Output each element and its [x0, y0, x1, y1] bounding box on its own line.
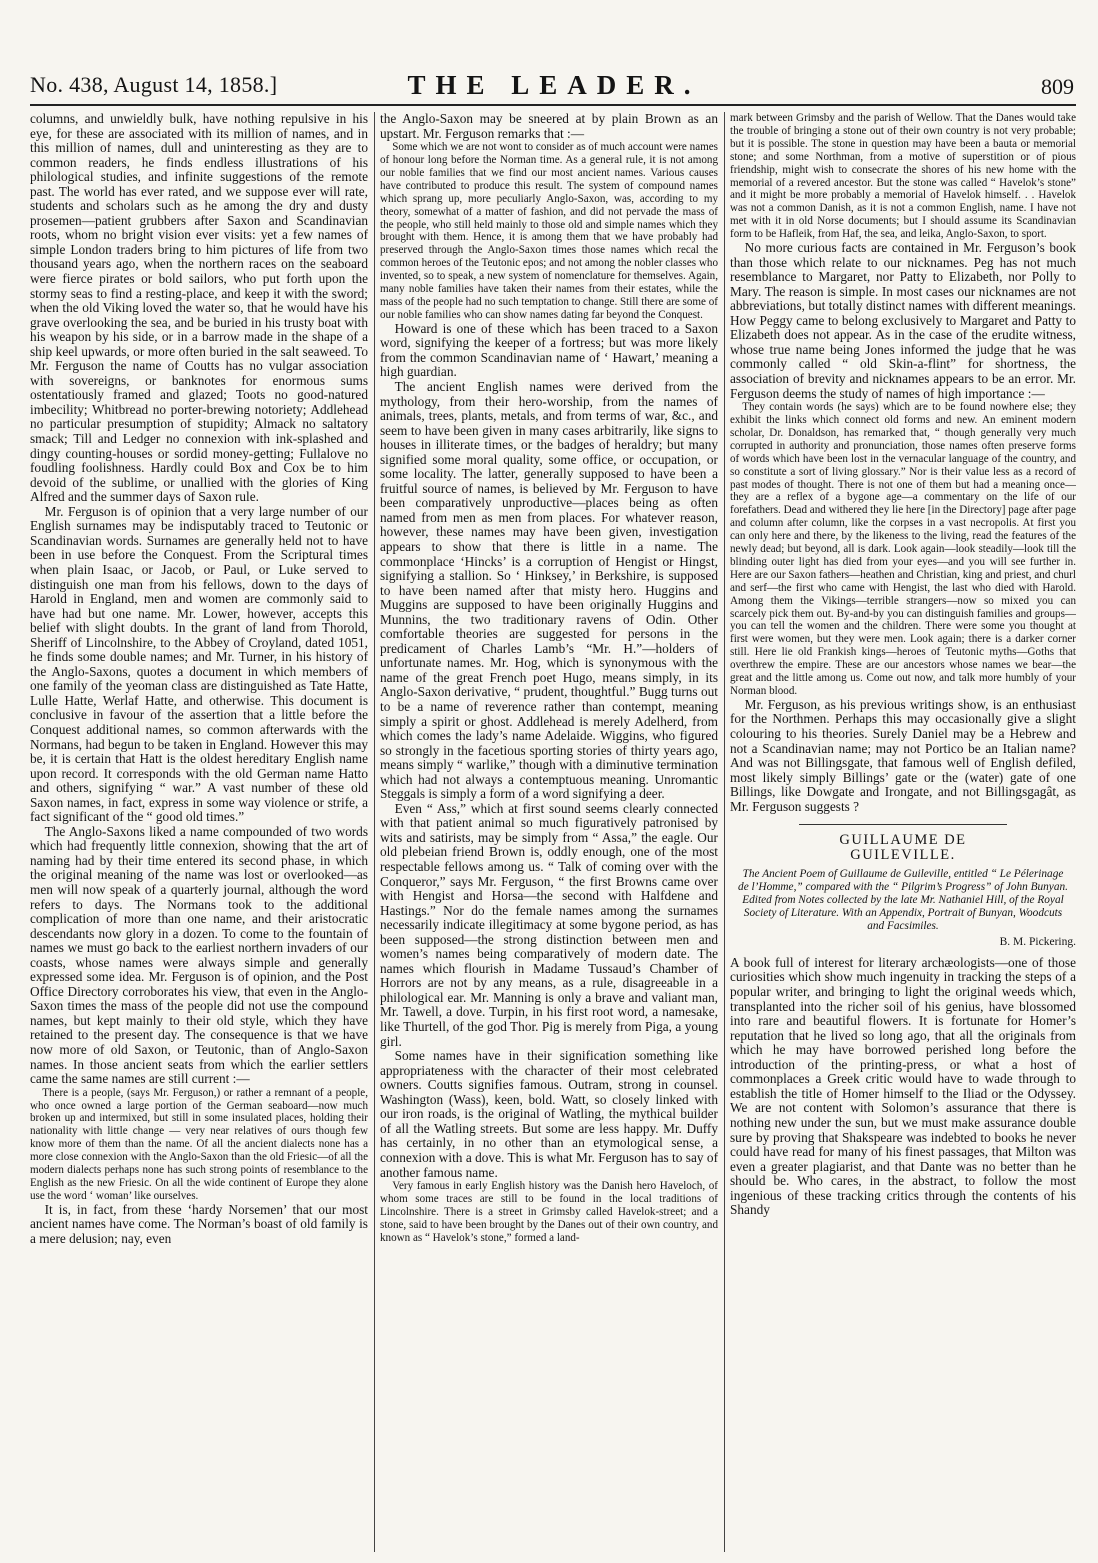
column-divider: [374, 112, 375, 1552]
column-3: [730, 112, 1076, 1552]
paragraph: Mr. Ferguson, as his previous writings show, is an enthusiast for the Northmen. Perhaps this may occasionally give a slight colouring to his theories. Surely Daniel may be a Hebrew and not a Scandinavian name; may not Portico be an Italian name? And was not Billingsgate, that famous well of English defiled, most likely simply Billings’ gate or the (water) gate of one Billings, like Dowgate and Irongate, and not Billingsgagât, as Mr. Ferguson suggests ?: [730, 696, 1076, 814]
column-2: [380, 112, 718, 1552]
paragraph: The ancient English names were derived from the mythology, from their hero-worship, from the names of animals, trees, plants, metals, and from terms of war, &c., and seem to have been given in many cases arbitrarily, like signs to houses in illiterate times, or the badges of heraldry; but many signified some moral quality, some office, or occupation, or some locality. The latter, generally supposed to have been a fruitful source of names, is believed by Mr. Ferguson to have been comparatively unproductive—places being as often named from men as men from places. For whatever reason, however, these names may have been given, investigation appears to show that there is little in a name. The commonplace ‘Hincks’ is a corruption of Hengist or Hingst, signifying a stallion. So ‘ Hinksey,’ in Berkshire, is supposed to have been named after that misty hero. Huggins and Muggins are supposed to have been originally Huggins and Munnins, the two traditionary ravens of Odin. Other comfortable theories are suggested for persons in the predicament of Charles Lamb’s “Mr. H.”—holders of unfortunate names. Mr. Hog, which is synonymous with the name of the great French poet Hugo, means simply, in its Anglo-Saxon derivative, “ prudent, thoughtful.” Bugg turns out to be a name of reverence rather than contempt, meaning simply a spirit or ghost. Addlehead is merely Adelherd, from which comes the lady’s name Adelaide. Wiggins, who figured so strongly in the facetious sporting stories of thirty years ago, means simply “ warlike,” though with a diminutive termination which had not always a contemptuous meaning. Unromantic Steggals is simply a form of a word signifying a deer.: [380, 378, 718, 802]
paragraph: Even “ Ass,” which at first sound seems clearly connected with that patient animal so much figuratively patronised by wits and satirists, may be simply from “ Assa,” the eagle. Our old plebeian friend Brown is, oddly enough, one of the most respectable fellows among us. “ Talk of coming over with the Conqueror,” says Mr. Ferguson, “ the first Browns came over with Hengist and Horsa—the second with Halfdene and Hastings.” Nor do the female names among the surnames necessarily indicate illegitimacy at some bygone period, as has been supposed—the strong distinction between men and women’s names being comparatively of modern date. The names which flourish in Madame Tussaud’s Chamber of Horrors are not by any means, as a rule, disagreeable in a philological ear. Mr. Manning is only a brave and valiant man, Mr. Tawell, a dove. Turpin, in his first root word, a namesake, like Thurtell, of the god Thor. Pig is merely from Piga, a young girl.: [380, 800, 718, 1049]
quotation: [730, 401, 1076, 698]
page-number: 809: [1041, 74, 1074, 99]
section-title: GUILLAUME DE GUILEVILLE.: [799, 824, 1007, 862]
page-header: [30, 66, 1078, 100]
paragraph: The Anglo-Saxons liked a name compounded of two words which had frequently little connexion, showing that the art of naming had by their time entered its second phase, in which the original meaning of the name was lost or overlooked—as men will now speak of a quarterly journal, although the word refers to days. The Normans took to the additional complication of more than one name, and their aristocratic descendants now glory in a dozen. To come to the fountain of names we must go back to the earliest northern invaders of our coasts, whose names were always simple and generally expressed some idea. Mr. Ferguson is of opinion, and the Post Office Directory corroborates his view, that even in the Anglo-Saxon times the mass of the people did not use the compound names, but kept mainly to their old style, which they have retained to the present day. The consequence is that we have now more of old Saxon, or Teutonic, than of Anglo-Saxon names. In those ancient seats from which the earlier settlers came the same names are still current :—: [30, 823, 368, 1087]
paragraph: A book full of interest for literary archæologists—one of those curiosities which show much ingenuity in tracking the steps of a popular writer, and bringing to light the original weeds which, transplanted into the richer soil of his genius, have blossomed into rare and beautiful flowers. It is fortunate for Homer’s reputation that he lived so long ago, that all the originals from which he may have borrowed perished long before the introduction of the printing-press, or what a host of commonplaces a Greek critic would have to wade through to establish the title of Homer himself to the Iliad or the Odyssey. We are not content with Solomon’s assurance that there is nothing new under the sun, but we must make assurance double sure by proving that Shakspeare was indebted to books he never could have read for many of his finest passages, that Milton was even a greater plagiarist, and that Dante was no better than he should be. Who cares, in the abstract, to follow the most ingenious of these tracking critics through the contents of his Shandy: [730, 954, 1076, 1218]
paragraph: Some names have in their signification something like appropriateness with the character of their most celebrated owners. Coutts signifies famous. Outram, strong in counsel. Washington (Wass), keen, bold. Watt, so closely linked with our iron roads, is the original of Watling, the mythical builder of all the Watling streets. But some are less happy. Mr. Duffy has certainly, in no other than an etymological sense, a connexion with a dove. This is what Mr. Ferguson has to say of another famous name.: [380, 1048, 718, 1180]
header-rule: [30, 104, 1076, 106]
quotation: [380, 141, 718, 322]
newspaper-title: THE LEADER.: [407, 70, 701, 100]
quotation-text: Very famous in early English history was the Danish hero Haveloch, of whom some traces are still to be found in the local traditions of Lincolnshire. There is a street in Grimsby called Havelok-street; and a stone, said to have been brought by the Danes out of their own country, and known as “ Havelok’s stone,” formed a land-: [380, 1180, 718, 1244]
paragraph: Howard is one of these which has been traced to a Saxon word, signifying the keeper of a fortress; but was more likely from the common Scandinavian name of ‘ Hawart,’ meaning a high guardian.: [380, 320, 718, 380]
paragraph: the Anglo-Saxon may be sneered at by plain Brown as an upstart. Mr. Ferguson remarks that :—: [380, 112, 718, 141]
issue-date: No. 438, August 14, 1858.]: [30, 72, 278, 97]
paragraph: Mr. Ferguson is of opinion that a very large number of our English surnames may be indisputably traced to Teutonic or Scandinavian words. Surnames are generally held not to have been in use before the Conquest. From the Scriptural times when plain Isaac, or Jacob, or Paul, or Luke served to distinguish one man from his fellows, down to the days of Harold in England, men and women are commonly said to have had but one name. Mr. Lower, however, accepts this belief with slight doubts. In the grant of land from Thorold, Sheriff of Lincolnshire, to the Abbey of Croyland, dated 1051, he finds some double names; and Mr. Turner, in his history of the Anglo-Saxons, quotes a document in which members of one family of the yeoman class are distinguished as Tate Hatte, Lulle Hatte, Werlaf Hatte, and otherwise. This document is conclusive in favour of the assertion that a little before the Conquest additional names, so common afterwards with the Normans, had begun to be taken in England. However this may be, it is certain that Hatt is the oldest hereditary English name upon record. It corresponds with the old German name Hatto and others, signifying “ war.” A vast number of these old Saxon names, in fact, express in some way violence or strife, a fact significant of the “ good old times.”: [30, 503, 368, 825]
paragraph: columns, and unwieldly bulk, have nothing repulsive in his eye, for these are associated with its million of names, and in this million of names, dull and uninteresting as they are to common readers, he finds endless illustrations of his philological studies, and infinite suggestions of the remote past. The world has ever rated, and we suppose ever will rate, students and scholars such as he among the dry and dusty prosemen—patient grubbers after Saxon and Scandinavian roots, whom no bright vision ever visits: yet a few names of simple London traders bring to him pictures of life from two thousand years ago, when the northern races on the seaboard were fierce pirates or bold sailors, who put forth upon the stormy seas to find a resting-place, and keep it with the sword; when the old Viking loved the water so, that he would have his grave overlooking the sea, and be buried in his trusty boat with his weapon by his side, or in a barrow made in the shape of a ship keel upwards, or more often buried in the salt seaweed. To Mr. Ferguson the name of Coutts has no vulgar association with sovereigns, or banknotes for enormous sums ostentatiously framed and glazed; Toots no good-natured imbecility; Whitbread no porter-brewing notoriety; Addlehead no particular presumption of stupidity; Almack no saltatory smack; Till and Ledger no connexion with ink-splashed and dingy counting-houses or sordid money-getting; Fullalove no foudling foolishness. Hardly could Box and Cox be to him devoid of the sublime, or unallied with the glories of King Alfred and the summer days of Saxon rule.: [30, 112, 368, 505]
quotation-text: Some which we are not wont to consider as of much account were names of honour long before the Norman time. As a general rule, it is not among our noble families that we find our most ancient names. Various causes have contributed to produce this result. The system of compound names which sprang up, more peculiarly Anglo-Saxon, was, according to my theory, somewhat of a matter of fashion, and did not pervade the mass of the people, who still held mainly to those old and simple names which they brought with them. Hence, it is among them that we have probably had preserved through the Anglo-Saxon times those names which recal the common heroes of the Teutonic epos; and not among the nobler classes who invented, so to speak, a new system of nomenclature for themselves. Again, many noble families have taken their names from their estates, while the mass of the people had no such temptation to change. Still there are some of our noble families who can show names dating far beyond the Conquest.: [380, 141, 718, 321]
review-heading: The Ancient Poem of Guillaume de Guileville, entitled “ Le Pélerinage de l’Homme,” compared with the “ Pilgrim’s Progress” of John Bunyan. Edited from Notes collected by the late Mr. Nathaniel Hill, of the Royal Society of Literature. With an Appendix, Portrait of Bunyan, Woodcuts and Facsimiles.: [738, 868, 1068, 933]
column-1: [30, 112, 368, 1552]
publisher: B. M. Pickering.: [999, 936, 1076, 949]
paragraph: It is, in fact, from these ‘hardy Norsemen’ that our most ancient names have come. The Norman’s boast of old family is a mere delusion; nay, even: [30, 1201, 368, 1246]
quotation-text: mark between Grimsby and the parish of Wellow. That the Danes would take the trouble of bringing a stone out of their own country is not very probable; but it is possible. The stone in question may have been a bauta or memorial stone; and some Northman, from a motive of superstition or of pious friendship, might wish to consecrate the shores of his new home with the memorial of a revered ancestor. But the stone was called “ Havelok’s stone” and it might be more probably a memorial of Havelok himself. . . Havelok was not a common Danish, as it is not a common English, name. I have not met with it in old Norse documents; but I should assume its Scandinavian form to be Hafleik, from Haf, the sea, and leika, Anglo-Saxon, to sport.: [730, 112, 1076, 241]
column-divider: [724, 112, 725, 1552]
quotation-text: There is a people, (says Mr. Ferguson,) or rather a remnant of a people, who once owned a large portion of the German seaboard—now much broken up and intermixed, but still in some insulated places, holding their nationality with little change — very near relatives of ours though few know more of them than the name. Of all the ancient dialects none has a more close connexion with the Anglo-Saxon than the old Friesic—of all the modern dialects perhaps none has such strong points of resemblance to the English as the new Friesic. On all the wide continent of Europe they alone use the word ‘ woman’ like ourselves.: [30, 1086, 368, 1202]
quotation: [30, 1087, 368, 1203]
paragraph: No more curious facts are contained in Mr. Ferguson’s book than those which relate to our nicknames. Peg has not much resemblance to Margaret, nor Patty to Elizabeth, nor Polly to Mary. The reason is simple. In most cases our nicknames are not abbreviations, but totally distinct names with different meanings. How Peggy came to belong exclusively to Margaret and Patty to Elizabeth does not appear. As in the case of the erudite witness, whose true name being Jones informed the judge that he was commonly called “ old Skin-a-flint” for shortness, the association of brevity and nicknames appears to be an error. Mr. Ferguson deems the study of names of high importance :—: [730, 240, 1076, 401]
quotation: [380, 1180, 718, 1245]
quotation-text: They contain words (he says) which are to be found nowhere else; they exhibit the links which connect old forms and new. An eminent modern scholar, Dr. Donaldson, has remarked that, “ though generally very much corrupted in authority and pronunciation, those names often preserve forms of words which have been lost in the vernacular language of the country, and so constitute a sort of living glossary.” Nor is their value less as a record of past modes of thought. There is not one of them but had a meaning once—they are a reflex of a bygone age—a commentary on the life of our forefathers. Dead and withered they lie here [in the Directory] page after page and column after column, like the corpses in a vast necropolis. At first you can only here and there, by the likeness to the living, read the features of the newly dead; but beyond, all is dark. Look again—look steadily—look till the blinding outer light has died from your eyes—and you will see further in. Here are our Saxon fathers—heathen and Christian, king and priest, and churl and serf—the first who came with Hengist, the last who died with Harold. Among them the Vikings—terrible strangers—now so mixed you can scarcely pick them out. By-and-by you can distinguish families and groups—you can tell the women and the children. There were some you thought at first were women, but they were men. Look again; there is a darker corner still. Here lie old Frankish kings—heroes of Teutonic myths—Goths that overthrew the empire. These are our ancestors whose names we bear—the great and the little among us. Come out now, and talk more humbly of your Norman blood.: [730, 401, 1076, 698]
quotation: [730, 112, 1076, 241]
